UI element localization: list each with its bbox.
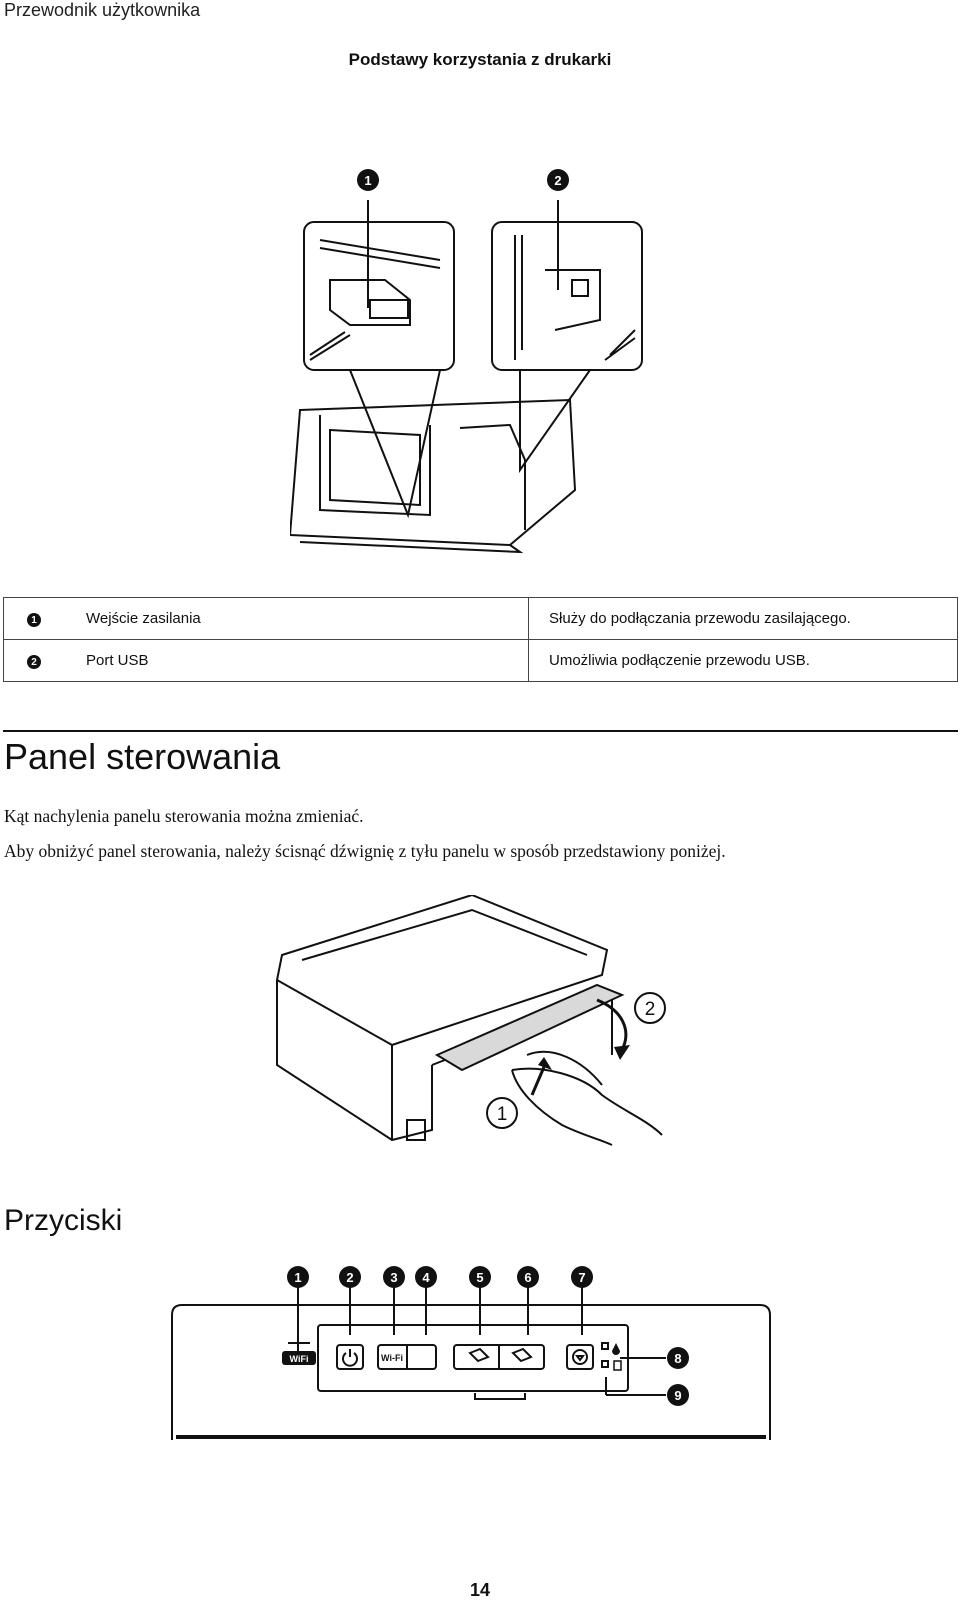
buttons-callout-5: 5 — [476, 1270, 484, 1285]
control-panel-paragraph-2: Aby obniżyć panel sterowania, należy ścisnąć dźwignię z tyłu panelu w sposób przedstawiony poniżej. — [4, 841, 726, 861]
table-row — [4, 598, 958, 640]
page-number: 14 — [469, 1580, 491, 1600]
row-number-badge: 2 — [27, 655, 41, 669]
part-name: Port USB — [64, 640, 529, 682]
control-panel-paragraph-1: Kąt nachylenia panelu sterowania można zmieniać. — [4, 806, 364, 826]
parts-table — [3, 597, 958, 682]
figure1-callout-1: 1 — [364, 173, 372, 188]
control-panel-lowering-figure — [262, 895, 702, 1175]
buttons-callout-2: 2 — [346, 1270, 354, 1285]
heading-rule — [3, 730, 958, 732]
figure2-callout-1: 1 — [496, 1104, 508, 1125]
figure2-callout-2: 2 — [644, 999, 656, 1020]
buttons-callout-4: 4 — [422, 1270, 430, 1285]
wifi-button-label: Wi-Fi — [381, 1353, 403, 1363]
buttons-callout-7: 7 — [578, 1270, 586, 1285]
control-panel-heading: Panel sterowania — [4, 736, 281, 777]
section-heading: Podstawy korzystania z drukarki — [348, 50, 612, 69]
buttons-callout-1: 1 — [294, 1270, 302, 1285]
part-description: Umożliwia podłączenie przewodu USB. — [529, 640, 958, 682]
wifi-indicator-label: WiFi — [289, 1354, 309, 1364]
row-number-badge: 1 — [27, 613, 41, 627]
table-row — [4, 640, 958, 682]
buttons-callout-3: 3 — [390, 1270, 398, 1285]
buttons-callout-8: 8 — [674, 1351, 682, 1366]
figure1-callout-2: 2 — [554, 173, 562, 188]
part-name: Wejście zasilania — [64, 598, 529, 640]
printer-rear-figure — [290, 160, 660, 560]
buttons-heading: Przyciski — [4, 1204, 123, 1237]
document-header-title: Przewodnik użytkownika — [4, 0, 201, 20]
figure1-callouts — [357, 169, 569, 191]
control-panel-buttons-diagram — [170, 1265, 780, 1445]
buttons-callout-6: 6 — [524, 1270, 532, 1285]
buttons-callout-9: 9 — [674, 1388, 682, 1403]
part-description: Służy do podłączania przewodu zasilającego. — [529, 598, 958, 640]
